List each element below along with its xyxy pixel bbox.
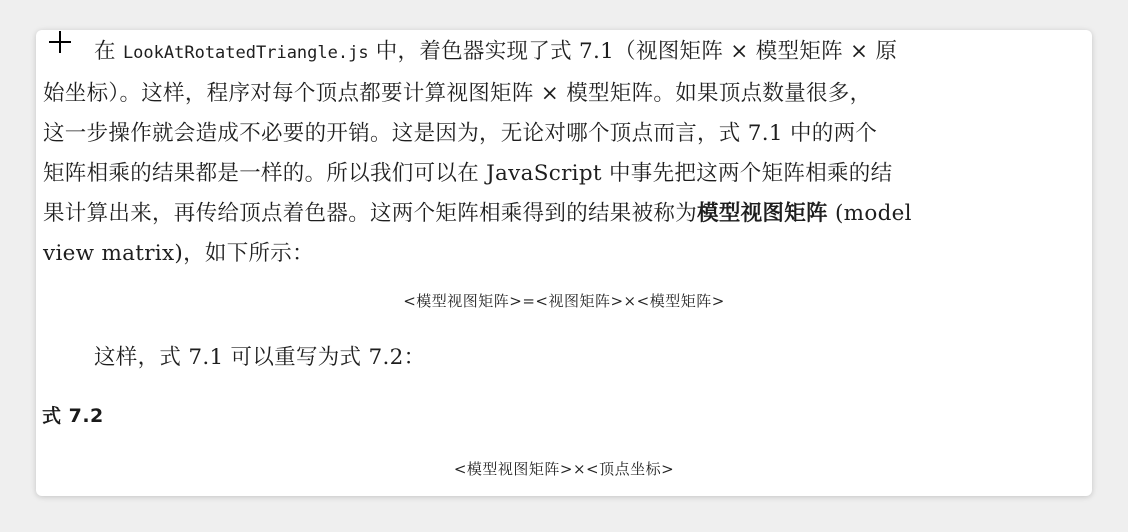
paragraph-line-6: view matrix)，如下所示：	[43, 241, 314, 266]
line1-prefix: 在	[94, 39, 123, 64]
equation-label: 式 7.2	[42, 405, 104, 427]
bold-term-modelview-matrix: 模型视图矩阵	[697, 201, 828, 226]
code-filename: LookAtRotatedTriangle.js	[122, 43, 369, 63]
paragraph-line-1	[94, 36, 897, 69]
formula-modelview-definition: <模型视图矩阵>=<视图矩阵>×<模型矩阵>	[403, 292, 725, 310]
paragraph-2: 这样，式 7.1 可以重写为式 7.2：	[94, 345, 426, 370]
paragraph-line-3: 这一步操作就会造成不必要的开销。这是因为，无论对哪个顶点而言，式 7.1 中的两个	[43, 121, 878, 146]
formula-equation-7-2: <模型视图矩阵>×<顶点坐标>	[453, 460, 675, 478]
paragraph-line-4: 矩阵相乘的结果都是一样的。所以我们可以在 JavaScript 中事先把这两个矩阵相乘的结	[43, 161, 893, 186]
document-page	[36, 30, 1092, 496]
paragraph-line-2: 始坐标）。这样，程序对每个顶点都要计算视图矩阵 × 模型矩阵。如果顶点数量很多，	[43, 81, 872, 106]
paragraph-line-5	[43, 198, 912, 230]
line5-suffix: (model	[827, 201, 912, 226]
crosshair-cursor-icon	[49, 31, 71, 53]
line5-prefix: 果计算出来，再传给顶点着色器。这两个矩阵相乘得到的结果被称为	[43, 201, 698, 226]
line1-suffix: 中，着色器实现了式 7.1（视图矩阵 × 模型矩阵 × 原	[368, 39, 898, 64]
